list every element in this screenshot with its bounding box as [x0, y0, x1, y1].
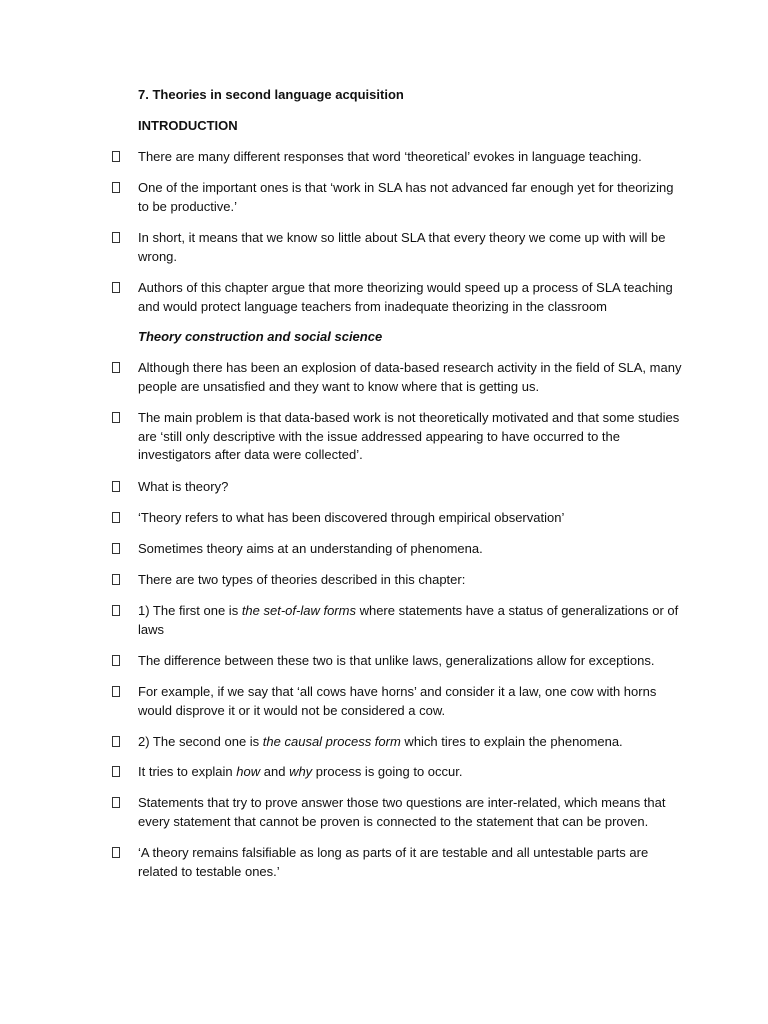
bullet-icon	[112, 574, 120, 585]
text-run: 2) The second one is	[138, 734, 263, 749]
list-item	[112, 229, 682, 266]
list-item	[112, 409, 682, 465]
document-title: 7. Theories in second language acquisition	[138, 87, 404, 102]
text-run: and	[260, 764, 290, 779]
text-run: process is going to occur.	[312, 764, 463, 779]
list-item	[112, 571, 682, 590]
bullet-icon	[112, 182, 120, 193]
list-item-text: Statements that try to prove answer those two questions are inter-related, which means that every statement that cannot be proven is connected to the statement that can be proven.	[138, 795, 666, 829]
section-heading: Theory construction and social science	[138, 329, 383, 344]
list-item-text: The difference between these two is that unlike laws, generalizations allow for exceptions.	[138, 653, 655, 668]
bullet-icon	[112, 655, 120, 666]
list-item	[112, 602, 682, 639]
list-item-text	[138, 733, 682, 752]
bullet-icon	[112, 481, 120, 492]
list-item	[112, 359, 682, 396]
list-item	[112, 478, 682, 497]
list-item-text: The main problem is that data-based work is not theoretically motivated and that some studies are ‘still only descriptive with the issue addressed appearing to have occurred to the investigators after data were collected’.	[138, 410, 680, 462]
bullet-icon	[112, 736, 120, 747]
bullet-icon	[112, 282, 120, 293]
list-item	[112, 509, 682, 528]
list-item-text: Although there has been an explosion of data-based research activity in the field of SLA, many people are unsatisfied and they want to know where that is getting us.	[138, 360, 682, 394]
list-item	[112, 279, 682, 316]
list-item-text: ‘A theory remains falsifiable as long as parts of it are testable and all untestable parts are related to testable ones.’	[138, 845, 649, 879]
list-item-text: For example, if we say that ‘all cows have horns’ and consider it a law, one cow with horns would disprove it or it would not be considered a cow.	[138, 684, 657, 718]
list-item-text: What is theory?	[138, 479, 229, 494]
list-item-text	[138, 602, 682, 639]
emphasis-text: how	[236, 764, 261, 779]
bullet-icon	[112, 605, 120, 616]
list-item-text: ‘Theory refers to what has been discovered through empirical observation’	[138, 510, 565, 525]
bullet-icon	[112, 797, 120, 808]
list-item	[112, 540, 682, 559]
list-item	[112, 683, 682, 720]
bullet-icon	[112, 543, 120, 554]
list-item	[112, 844, 682, 881]
list-item-text: There are two types of theories described in this chapter:	[138, 572, 466, 587]
text-run: which tires to explain the phenomena.	[400, 734, 623, 749]
list-item-text: Authors of this chapter argue that more theorizing would speed up a process of SLA teaching and would protect language teachers from inadequate theorizing in the classroom	[138, 280, 673, 314]
introduction-heading: INTRODUCTION	[138, 118, 238, 133]
list-item-text: There are many different responses that word ‘theoretical’ evokes in language teaching.	[138, 149, 642, 164]
list-item-text: One of the important ones is that ‘work in SLA has not advanced far enough yet for theorizing to be productive.’	[138, 180, 674, 214]
bullet-icon	[112, 847, 120, 858]
list-item-text: In short, it means that we know so little about SLA that every theory we come up with will be wrong.	[138, 230, 666, 264]
list-item	[112, 763, 682, 782]
bullet-icon	[112, 766, 120, 777]
list-item	[112, 794, 682, 831]
bullet-icon	[112, 412, 120, 423]
text-run: where statements have a status of generalizations or of laws	[138, 603, 679, 637]
bullet-icon	[112, 232, 120, 243]
bullet-icon	[112, 512, 120, 523]
list-item-text	[138, 763, 682, 782]
emphasis-text: the set-of-law forms	[241, 603, 356, 618]
list-item	[112, 179, 682, 216]
text-run: 1) The first one is	[138, 603, 242, 618]
list-item-text: Sometimes theory aims at an understanding of phenomena.	[138, 541, 483, 556]
list-item	[112, 652, 682, 671]
emphasis-text: why	[289, 764, 313, 779]
list-item	[112, 148, 682, 167]
bullet-icon	[112, 686, 120, 697]
bullet-icon	[112, 151, 120, 162]
emphasis-text: the causal process form	[262, 734, 401, 749]
list-item	[112, 733, 682, 752]
bullet-icon	[112, 362, 120, 373]
text-run: It tries to explain	[138, 764, 237, 779]
